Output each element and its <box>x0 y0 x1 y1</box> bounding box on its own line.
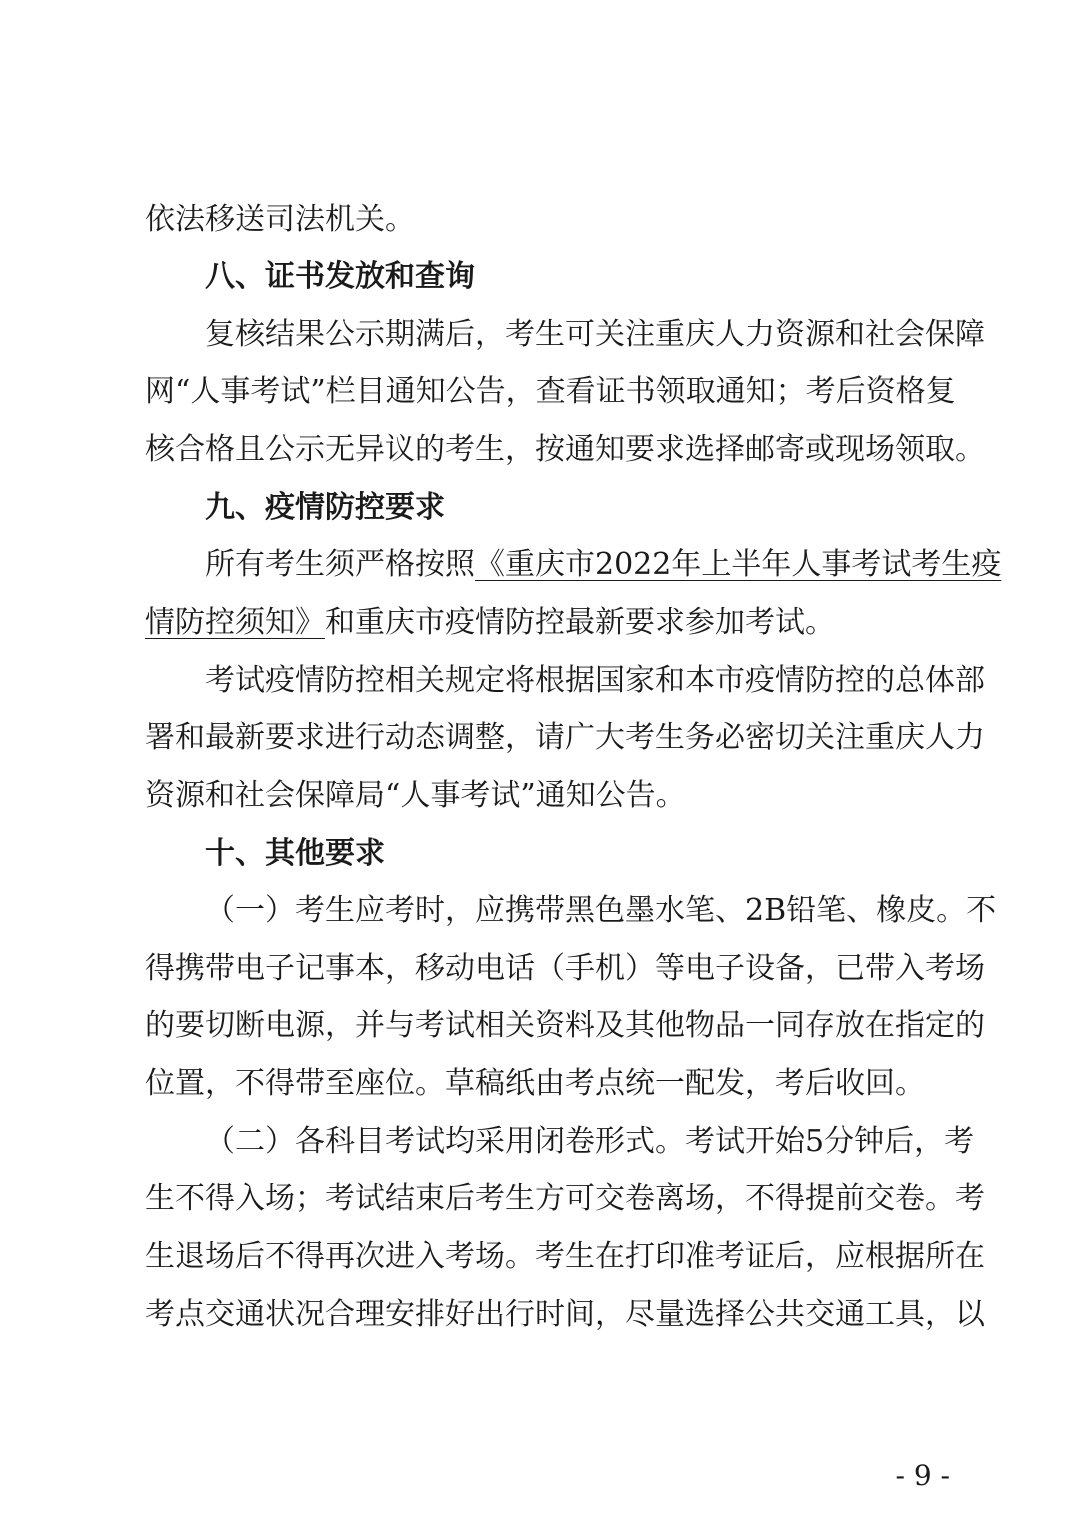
page-number: - 9 - <box>895 1459 950 1492</box>
body-text-line: 位置，不得带至座位。草稿纸由考点统一配发，考后收回。 <box>145 1066 925 1101</box>
notice-document-link[interactable]: 情防控须知》 <box>145 605 325 640</box>
body-text-line: 考试疫情防控相关规定将根据国家和本市疫情防控的总体部 <box>205 663 985 698</box>
body-text-line: 生退场后不得再次进入考场。考生在打印准考证后，应根据所在 <box>145 1239 985 1274</box>
body-text-line <box>205 545 1002 585</box>
notice-document-link[interactable]: 《重庆市2022年上半年人事考试考生疫 <box>475 547 1002 582</box>
body-text-line: 依法移送司法机关。 <box>145 202 415 237</box>
body-text-line: 考点交通状况合理安排好出行时间，尽量选择公共交通工具，以 <box>145 1297 985 1332</box>
section-heading-8: 八、证书发放和查询 <box>205 259 475 294</box>
body-text-line: （一）考生应考时，应携带黑色墨水笔、2B铅笔、橡皮。不 <box>205 893 997 928</box>
body-text-line: 署和最新要求进行动态调整，请广大考生务必密切关注重庆人力 <box>145 720 985 755</box>
body-text-line: 得携带电子记事本，移动电话（手机）等电子设备，已带入考场 <box>145 951 985 986</box>
body-text-segment: 所有考生须严格按照 <box>205 547 475 582</box>
body-text-line: 资源和社会保障局“人事考试”通知公告。 <box>145 778 686 813</box>
body-text-line <box>145 603 945 643</box>
body-text-line: 网“人事考试”栏目通知公告，查看证书领取通知；考后资格复 <box>145 374 956 409</box>
body-text-line: 的要切断电源，并与考试相关资料及其他物品一同存放在指定的 <box>145 1008 985 1043</box>
section-heading-9: 九、疫情防控要求 <box>205 490 445 525</box>
body-text-line: （二）各科目考试均采用闭卷形式。考试开始5分钟后，考 <box>205 1124 975 1159</box>
body-text-line: 核合格且公示无异议的考生，按通知要求选择邮寄或现场领取。 <box>145 432 985 467</box>
body-text-line: 生不得入场；考试结束后考生方可交卷离场，不得提前交卷。考 <box>145 1181 985 1216</box>
body-text-segment: 和重庆市疫情防控最新要求参加考试。 <box>325 605 835 640</box>
body-text-line: 复核结果公示期满后，考生可关注重庆人力资源和社会保障 <box>205 317 985 352</box>
section-heading-10: 十、其他要求 <box>205 836 385 871</box>
